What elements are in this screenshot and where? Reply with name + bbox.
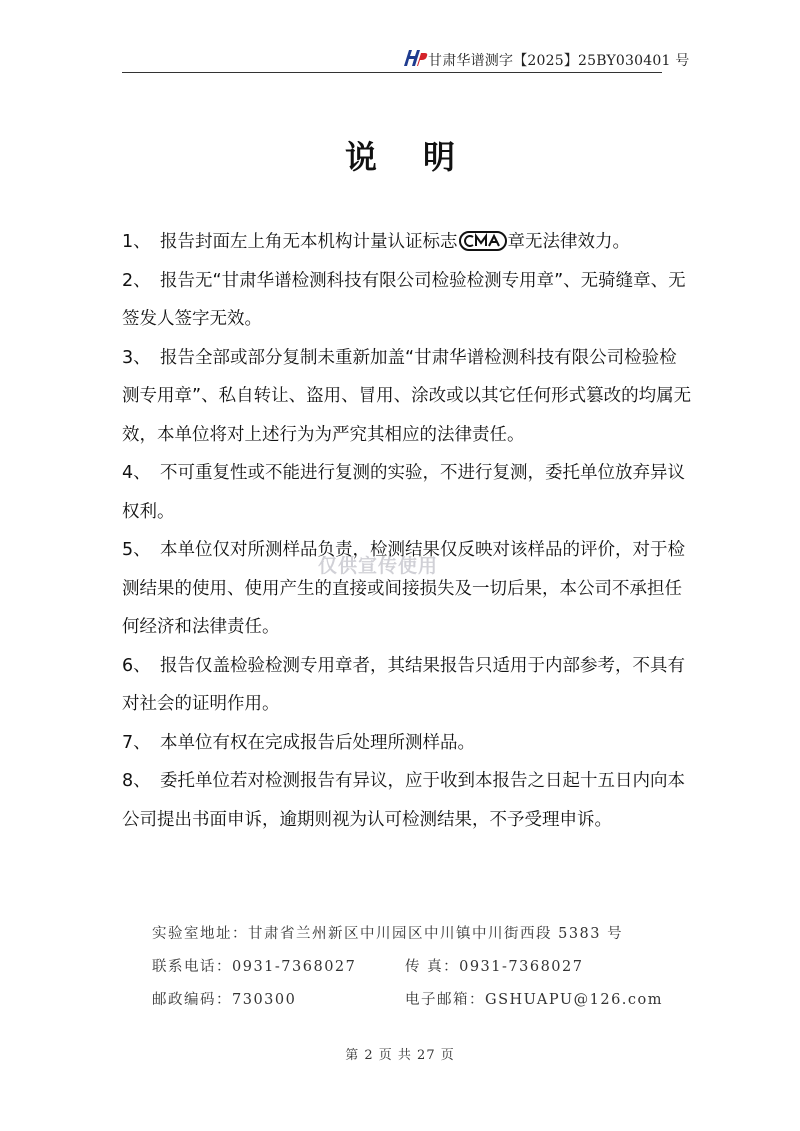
- report-number: 甘肃华谱测字【2025】25BY030401 号: [428, 53, 690, 69]
- clause-8: [122, 762, 692, 839]
- contact-fax: 传 真：0931-7368027: [405, 959, 584, 975]
- clause-text-after: 章无法律效力。: [507, 232, 630, 252]
- clause-text: 报告仅盖检验检测专用章者，其结果报告只适用于内部参考，不具有对社会的证明作用。: [122, 655, 685, 714]
- clause-number: 4、: [122, 463, 151, 483]
- contact-row-address: [152, 918, 692, 951]
- clause-text: 报告无“甘肃华谱检测科技有限公司检验检测专用章”、无骑缝章、无签发人签字无效。: [122, 270, 686, 329]
- clause-text: 本单位有权在完成报告后处理所测样品。: [160, 732, 475, 753]
- clause-number: 6、: [122, 655, 151, 676]
- clause-7: [122, 724, 692, 763]
- cma-mark-icon: [459, 231, 507, 251]
- header-divider: [122, 72, 662, 73]
- clause-number: 8、: [122, 771, 151, 791]
- watermark: 仅供宣传使用: [318, 555, 439, 577]
- clause-2: [122, 262, 692, 339]
- clause-text: 报告全部或部分复制未重新加盖“甘肃华谱检测科技有限公司检验检测专用章”、私自转让、盗用、冒用、涂改或以其它任何形式篡改的均属无效，本单位将对上述行为为严究其相应的法律责任。: [122, 347, 692, 445]
- clause-number: 2、: [122, 270, 151, 291]
- clause-5: [122, 531, 692, 647]
- clause-1: [122, 223, 692, 262]
- contact-postcode: 邮政编码：730300: [152, 992, 297, 1008]
- clause-list: [122, 223, 692, 839]
- clause-number: 3、: [122, 347, 151, 368]
- hp-logo-icon: [400, 48, 428, 68]
- clause-4: [122, 454, 692, 531]
- clause-number: 7、: [122, 732, 151, 753]
- clause-number: 5、: [122, 540, 151, 560]
- contact-info: [152, 918, 692, 1017]
- page-title: 说明: [344, 138, 501, 176]
- contact-email: 电子邮箱：GSHUAPU@126.com: [405, 992, 664, 1008]
- clause-6: [122, 647, 692, 724]
- page-number: 第 2 页 共 27 页: [345, 1048, 455, 1063]
- contact-row-phone: [152, 951, 692, 984]
- contact-phone: 联系电话：0931-7368027: [152, 959, 357, 975]
- clause-text: 委托单位若对检测报告有异议，应于收到本报告之日起十五日内向本公司提出书面申诉，逾期则视为认可检测结果，不予受理申诉。: [122, 771, 685, 830]
- clause-text: 本单位仅对所测样品负责，检测结果仅反映对该样品的评价，对于检测结果的使用、使用产生的直接或间接损失及一切后果，本公司不承担任何经济和法律责任。: [122, 540, 685, 637]
- clause-number: 1、: [122, 232, 151, 252]
- clause-3: [122, 339, 692, 455]
- clause-text: 不可重复性或不能进行复测的实验，不进行复测，委托单位放弃异议权利。: [122, 463, 685, 522]
- contact-row-postcode: [152, 984, 692, 1017]
- clause-text-before: 报告封面左上角无本机构计量认证标志: [160, 232, 458, 252]
- lab-address: 实验室地址：甘肃省兰州新区中川园区中川镇中川街西段 5383 号: [152, 926, 624, 942]
